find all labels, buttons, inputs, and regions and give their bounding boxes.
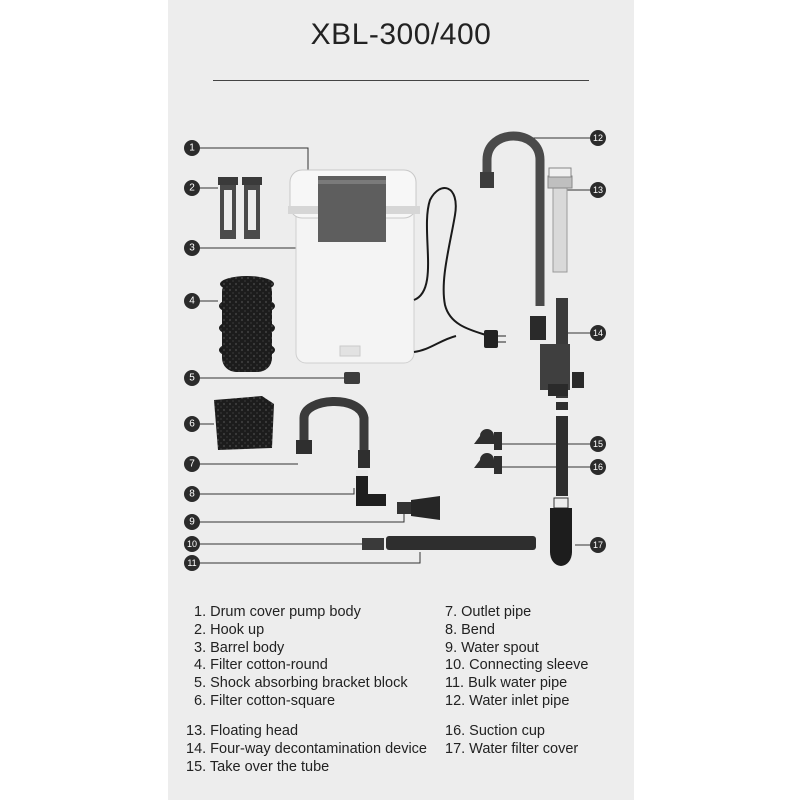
water-filter-cover bbox=[550, 498, 572, 566]
callout-17 bbox=[590, 537, 606, 553]
callout-11 bbox=[184, 555, 200, 571]
hooks bbox=[218, 177, 262, 239]
callout-14 bbox=[590, 325, 606, 341]
legend-item: 5. Shock absorbing bracket block bbox=[194, 675, 408, 692]
legend-item: 8. Bend bbox=[445, 621, 495, 638]
callout-label: 17 bbox=[592, 540, 604, 550]
callout-13 bbox=[590, 182, 606, 198]
water-spout bbox=[397, 496, 440, 520]
floating-head bbox=[548, 168, 572, 272]
legend-item: 11. Bulk water pipe bbox=[445, 675, 568, 692]
callout-12 bbox=[590, 130, 606, 146]
bulk-water-pipe bbox=[386, 536, 536, 550]
callout-label: 14 bbox=[592, 328, 604, 338]
leader-8 bbox=[199, 488, 354, 494]
legend-item: 4. Filter cotton-round bbox=[194, 657, 328, 674]
callout-6 bbox=[184, 416, 200, 432]
callout-9 bbox=[184, 514, 200, 530]
callout-15 bbox=[590, 436, 606, 452]
callout-label: 1 bbox=[189, 142, 195, 154]
callout-16 bbox=[590, 459, 606, 475]
legend-item: 16. Suction cup bbox=[445, 723, 545, 739]
leader-11 bbox=[199, 552, 420, 563]
legend-item: 7. Outlet pipe bbox=[445, 604, 532, 620]
callout-8 bbox=[184, 486, 200, 502]
callout-label: 7 bbox=[189, 458, 195, 470]
four-way-device bbox=[530, 298, 584, 398]
callout-label: 8 bbox=[189, 488, 195, 500]
legend-item: 15. Take over the tube bbox=[186, 758, 330, 775]
callout-7 bbox=[184, 456, 200, 472]
callout-label: 2 bbox=[189, 182, 195, 194]
legend-item: 10. Connecting sleeve bbox=[445, 657, 589, 674]
connecting-sleeve bbox=[362, 538, 384, 550]
water-inlet-pipe bbox=[480, 136, 540, 306]
power-plug bbox=[484, 330, 498, 348]
filter-canister bbox=[288, 170, 420, 363]
legend-item: 13. Floating head bbox=[186, 723, 299, 739]
callout-label: 16 bbox=[592, 462, 604, 472]
suction-cups bbox=[474, 429, 502, 474]
leader-9 bbox=[199, 512, 404, 522]
bend bbox=[356, 470, 386, 506]
filter-cotton-round bbox=[219, 276, 275, 372]
legend-right-block-2 bbox=[445, 723, 578, 759]
callout-label: 12 bbox=[592, 133, 604, 143]
callout-label: 15 bbox=[592, 439, 604, 449]
legend-item: 3. Barrel body bbox=[194, 639, 285, 656]
callout-5 bbox=[184, 370, 200, 386]
legend-item: 2. Hook up bbox=[194, 621, 265, 638]
legend-left-block-1 bbox=[194, 604, 408, 711]
callout-label: 9 bbox=[189, 516, 195, 528]
legend-item: 9. Water spout bbox=[445, 639, 539, 656]
callout-label: 5 bbox=[189, 372, 195, 384]
callout-10 bbox=[184, 536, 200, 552]
cover-window bbox=[318, 176, 386, 242]
callout-1 bbox=[184, 140, 200, 156]
callout-label: 6 bbox=[189, 418, 195, 430]
page-title: XBL-300/400 bbox=[310, 18, 492, 51]
legend-item: 12. Water inlet pipe bbox=[445, 692, 570, 709]
legend-item: 6. Filter cotton-square bbox=[194, 692, 336, 709]
callout-label: 11 bbox=[187, 558, 197, 568]
shock-absorbing-block bbox=[344, 372, 360, 384]
legend-item: 14. Four-way decontamination device bbox=[186, 740, 427, 757]
callout-label: 3 bbox=[189, 242, 195, 254]
legend-item: 17. Water filter cover bbox=[445, 740, 579, 757]
take-over-tube bbox=[555, 402, 569, 496]
callout-label: 4 bbox=[189, 295, 195, 307]
legend-left-block-2 bbox=[186, 723, 427, 776]
power-cord bbox=[414, 188, 486, 352]
callout-4 bbox=[184, 293, 200, 309]
callout-label: 10 bbox=[186, 539, 198, 549]
leader-1 bbox=[199, 148, 308, 172]
legend-right-block-1 bbox=[445, 604, 589, 711]
callout-3 bbox=[184, 240, 200, 256]
callout-label: 13 bbox=[592, 185, 604, 195]
callout-2 bbox=[184, 180, 200, 196]
outlet-pipe bbox=[296, 401, 370, 468]
legend-item: 1. Drum cover pump body bbox=[194, 604, 361, 620]
filter-cotton-square bbox=[214, 396, 274, 450]
